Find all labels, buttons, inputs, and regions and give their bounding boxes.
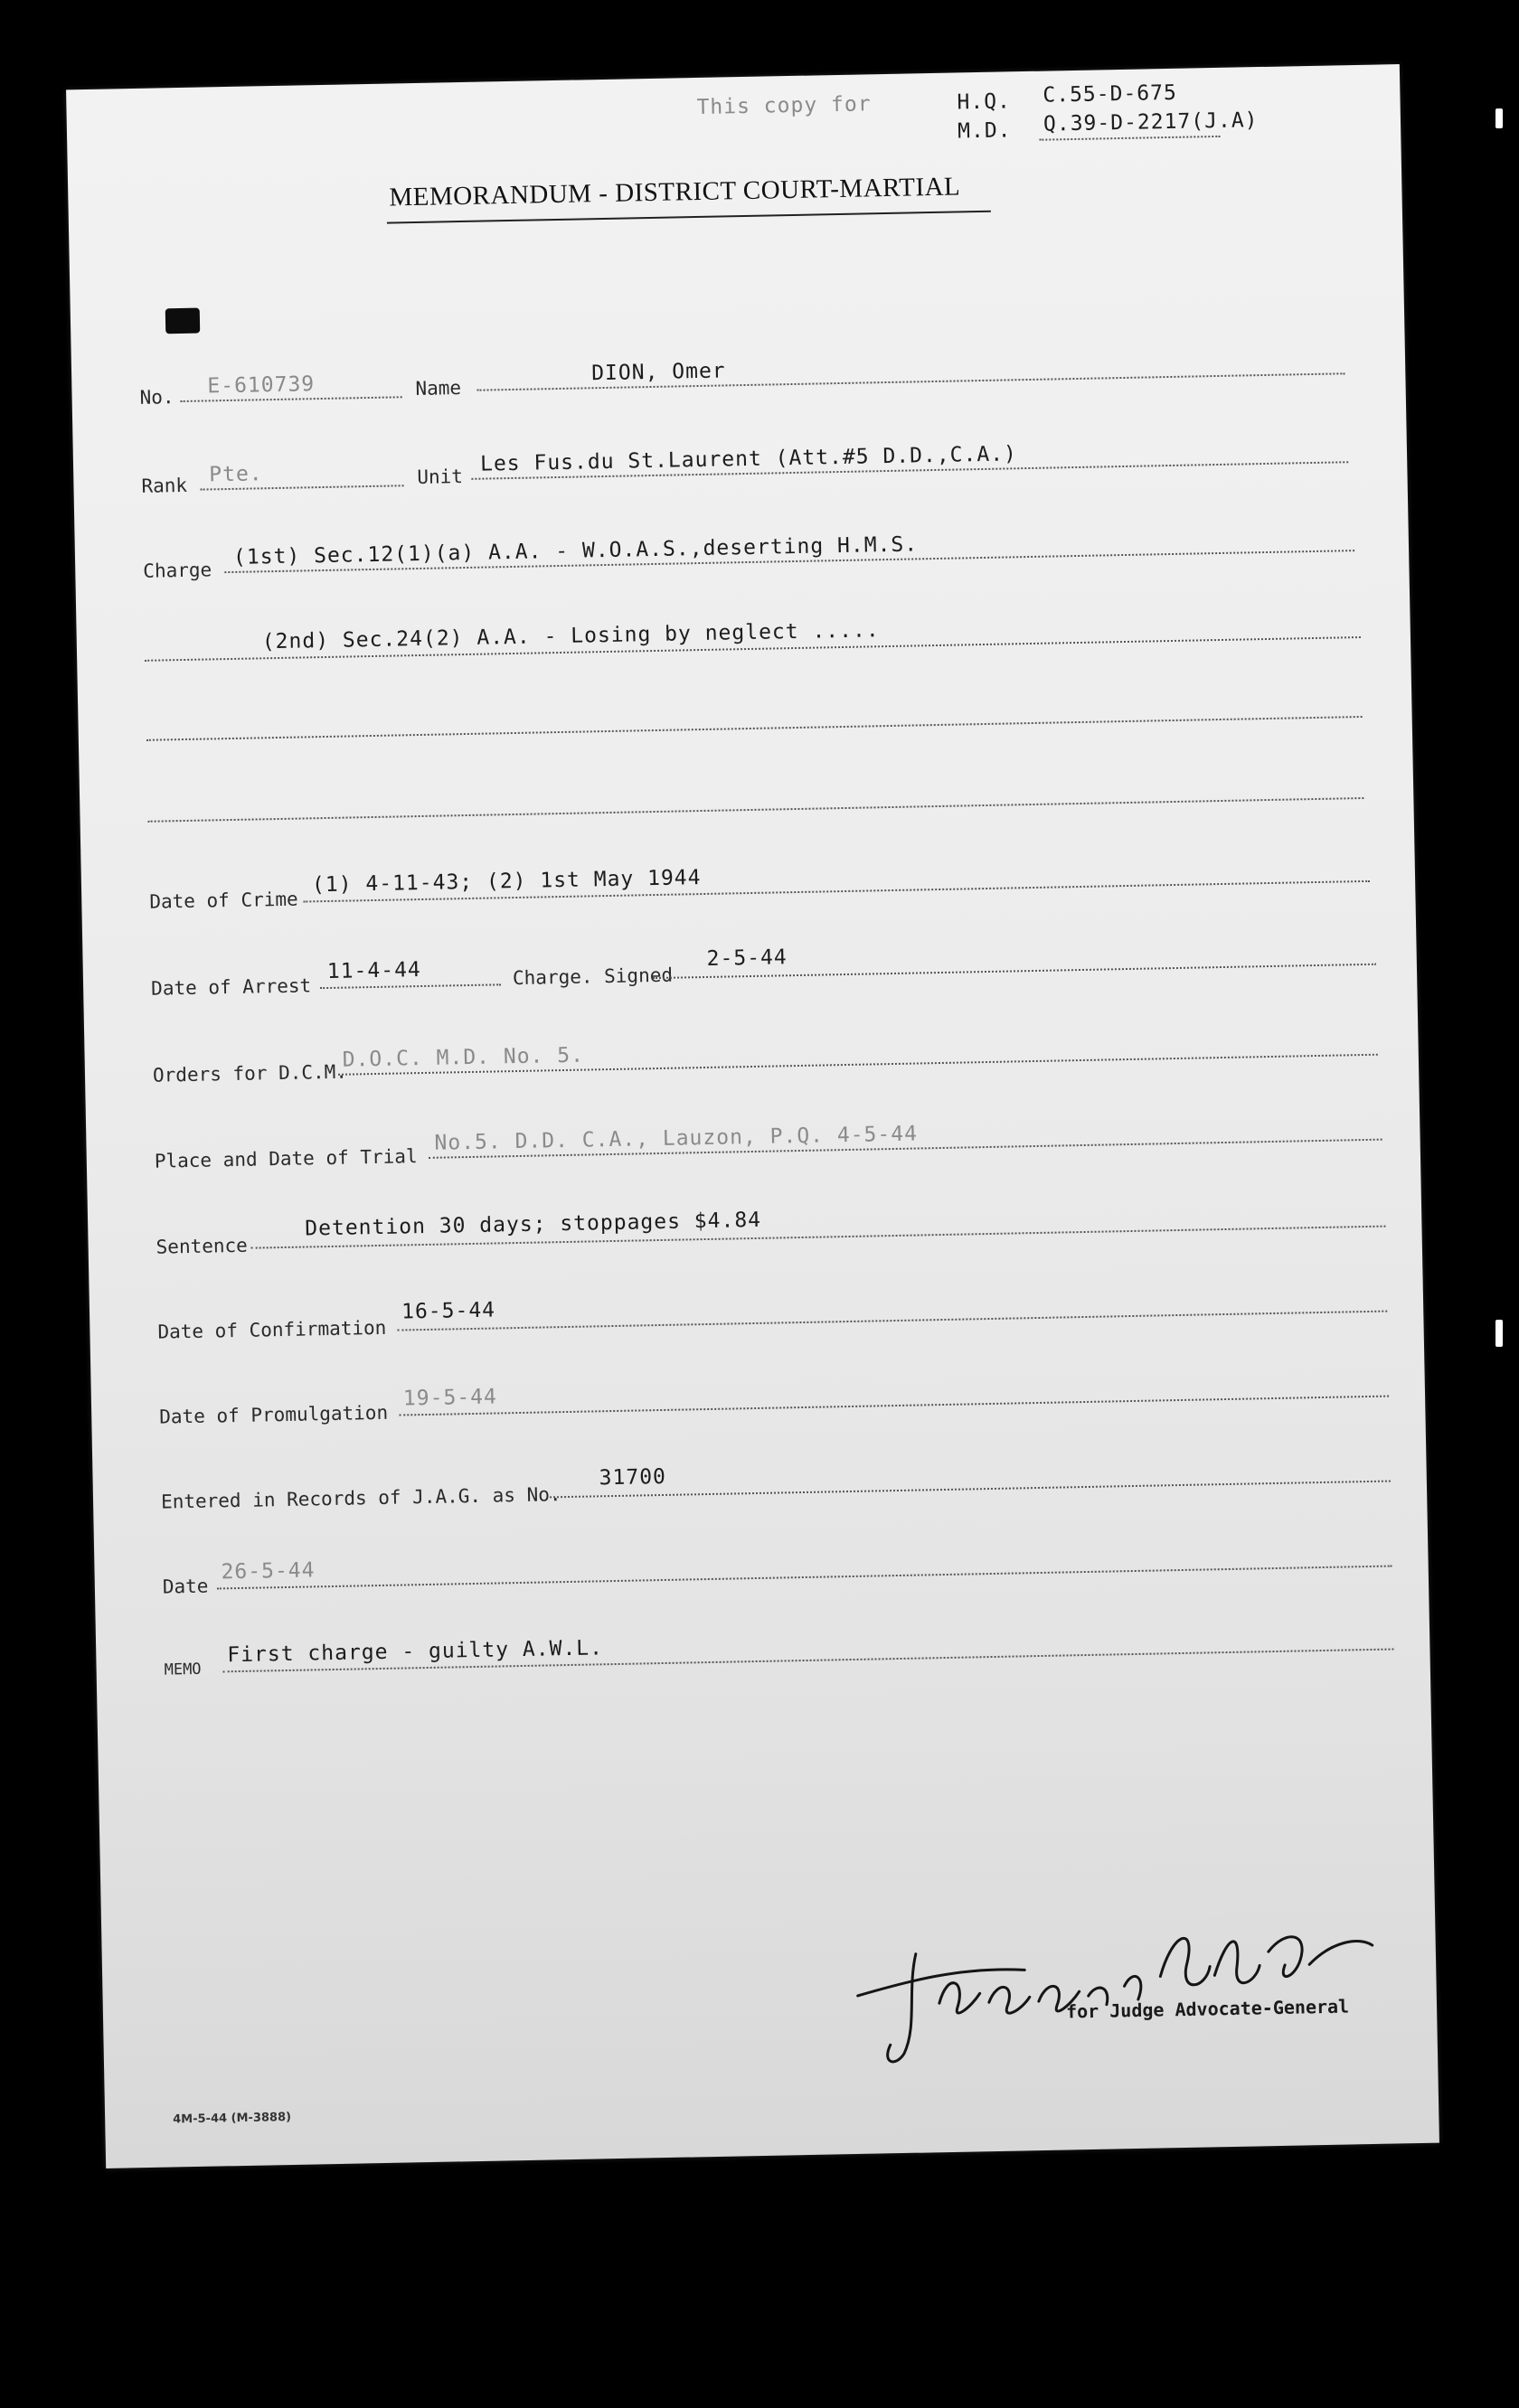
charge-signed-date: 2-5-44: [706, 945, 788, 971]
signed-for-caption: for Judge Advocate-General: [1065, 1995, 1350, 2023]
date-label: Date: [162, 1575, 209, 1598]
unit-label: Unit: [417, 466, 464, 488]
trial-label: Place and Date of Trial: [154, 1145, 418, 1172]
orders-value: D.O.C. M.D. No. 5.: [342, 1043, 585, 1072]
trial-value: No.5. D.D. C.A., Lauzon, P.Q. 4-5-44: [434, 1122, 919, 1155]
hq-label: H.Q.: [957, 89, 1012, 115]
promulgation-label: Date of Promulgation: [159, 1401, 389, 1428]
promulgation-dotted-line: [399, 1396, 1389, 1416]
entry-date: 26-5-44: [221, 1558, 316, 1585]
charge-label: Charge: [143, 559, 212, 582]
soldier-name: DION, Omer: [590, 359, 726, 386]
date-dotted-line: [217, 1566, 1392, 1590]
charge-dotted-line-4: [148, 797, 1364, 823]
charge-first: (1st) Sec.12(1)(a) A.A. - W.O.A.S.,deserting H.M.S.: [232, 532, 919, 569]
film-edge-mark: [1495, 1320, 1503, 1347]
unit-value: Les Fus.du St.Laurent (Att.#5 D.D.,C.A.): [479, 442, 1018, 476]
promulgation-date: 19-5-44: [402, 1385, 498, 1411]
name-label: Name: [415, 377, 462, 400]
service-number: E-610739: [207, 372, 316, 399]
rank-label: Rank: [141, 474, 188, 497]
arrest-date: 11-4-44: [326, 958, 422, 984]
hq-reference: C.55-D-675: [1043, 80, 1178, 108]
confirmation-label: Date of Confirmation: [157, 1316, 387, 1343]
document-title: MEMORANDUM - DISTRICT COURT-MARTIAL: [389, 172, 961, 212]
charge-signed-label: Charge. Signed: [512, 964, 674, 990]
jag-record-number: 31700: [599, 1464, 667, 1491]
orders-label: Orders for D.C.M.: [152, 1060, 348, 1086]
md-reference: Q.39-D-2217(J.A): [1043, 108, 1259, 136]
jag-dotted-line: [550, 1481, 1391, 1499]
court-martial-memo-sheet: [66, 64, 1439, 2168]
memo-label: MEMO: [164, 1660, 202, 1679]
form-code: 4M-5-44 (M-3888): [173, 2111, 292, 2127]
confirmation-date: 16-5-44: [401, 1298, 496, 1324]
md-dotted-line: [1039, 136, 1220, 141]
jag-records-label: Entered in Records of J.A.G. as No.: [160, 1483, 561, 1513]
crime-date-value: (1) 4-11-43; (2) 1st May 1944: [311, 866, 702, 898]
charge-dotted-line-3: [146, 716, 1363, 741]
md-label: M.D.: [957, 118, 1012, 144]
confirmation-dotted-line: [397, 1311, 1387, 1331]
title-underline: [387, 211, 991, 224]
sentence-label: Sentence: [156, 1234, 249, 1258]
punch-mark: [165, 308, 201, 334]
arrest-dotted-line: [320, 983, 501, 989]
film-edge-mark: [1495, 108, 1503, 128]
memo-value: First charge - guilty A.W.L.: [227, 1636, 604, 1668]
sentence-value: Detention 30 days; stoppages $4.84: [305, 1208, 762, 1241]
rank-value: Pte.: [209, 462, 263, 487]
no-label: No.: [139, 386, 175, 409]
arrest-label: Date of Arrest: [150, 974, 312, 1000]
charge-second: (2nd) Sec.24(2) A.A. - Losing by neglect .....: [261, 618, 880, 654]
copy-for-label: This copy for: [696, 92, 872, 119]
crime-date-label: Date of Crime: [149, 888, 298, 913]
